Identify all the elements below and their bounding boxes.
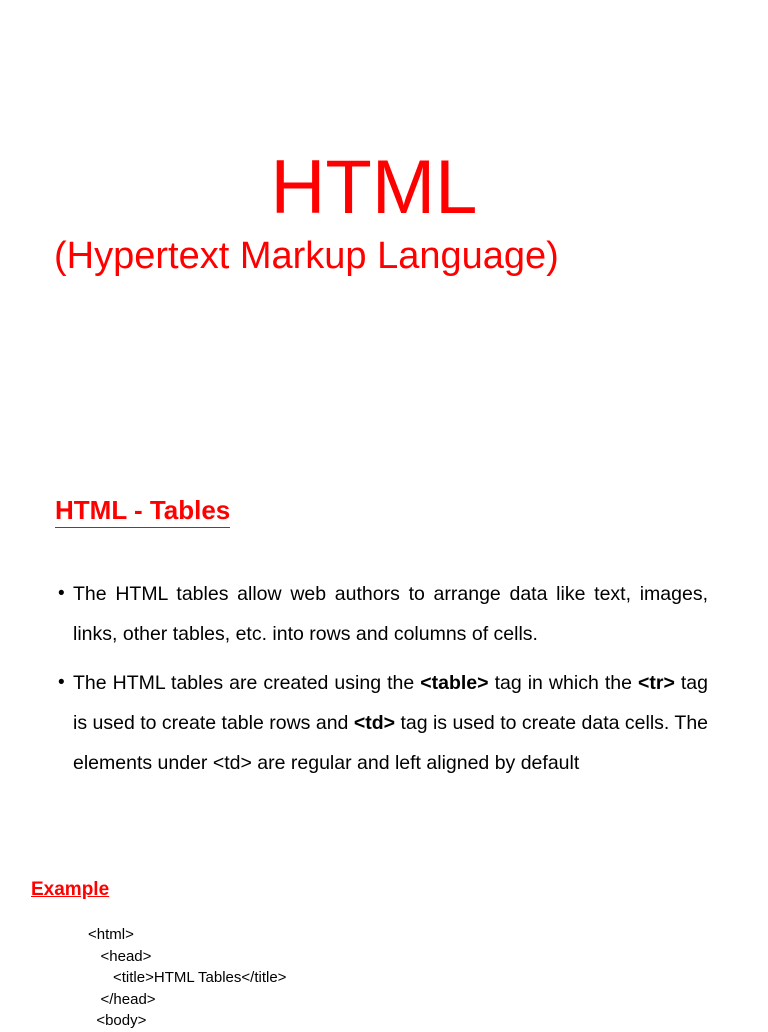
code-example	[88, 924, 286, 1032]
bullet-tag-text: <tr>	[637, 672, 675, 694]
bullet-tag-text: <table>	[420, 672, 489, 694]
bullet-item	[58, 574, 708, 654]
page-title: HTML	[270, 145, 478, 230]
code-line: <head>	[88, 947, 152, 965]
bullet-dot-icon: •	[58, 583, 65, 604]
example-label: Example	[31, 879, 110, 900]
bullet-tag-text: <td>	[353, 712, 396, 734]
bullet-text: tag in which the	[488, 672, 638, 694]
code-line: <html>	[88, 926, 134, 943]
code-line: <body>	[88, 1012, 147, 1030]
bullet-text: The HTML tables allow web authors to arrange data like text, images, links, other tables, etc. into rows and columns of cells.	[73, 583, 708, 645]
section-heading: HTML - Tables	[55, 494, 230, 528]
page-subtitle: (Hypertext Markup Language)	[54, 235, 559, 277]
bullet-dot-icon: •	[58, 672, 65, 693]
code-line: <title>HTML Tables</title>	[88, 969, 287, 987]
bullet-item	[58, 663, 709, 783]
code-line: </head>	[88, 990, 156, 1008]
bullet-text: tag is used to create table rows and	[73, 672, 708, 734]
bullet-list	[58, 574, 709, 792]
bullet-text: tag is used to create data cells. The elements under <td> are regular and left aligned by default	[73, 712, 709, 774]
bullet-text: The HTML tables are created using the	[73, 672, 421, 694]
